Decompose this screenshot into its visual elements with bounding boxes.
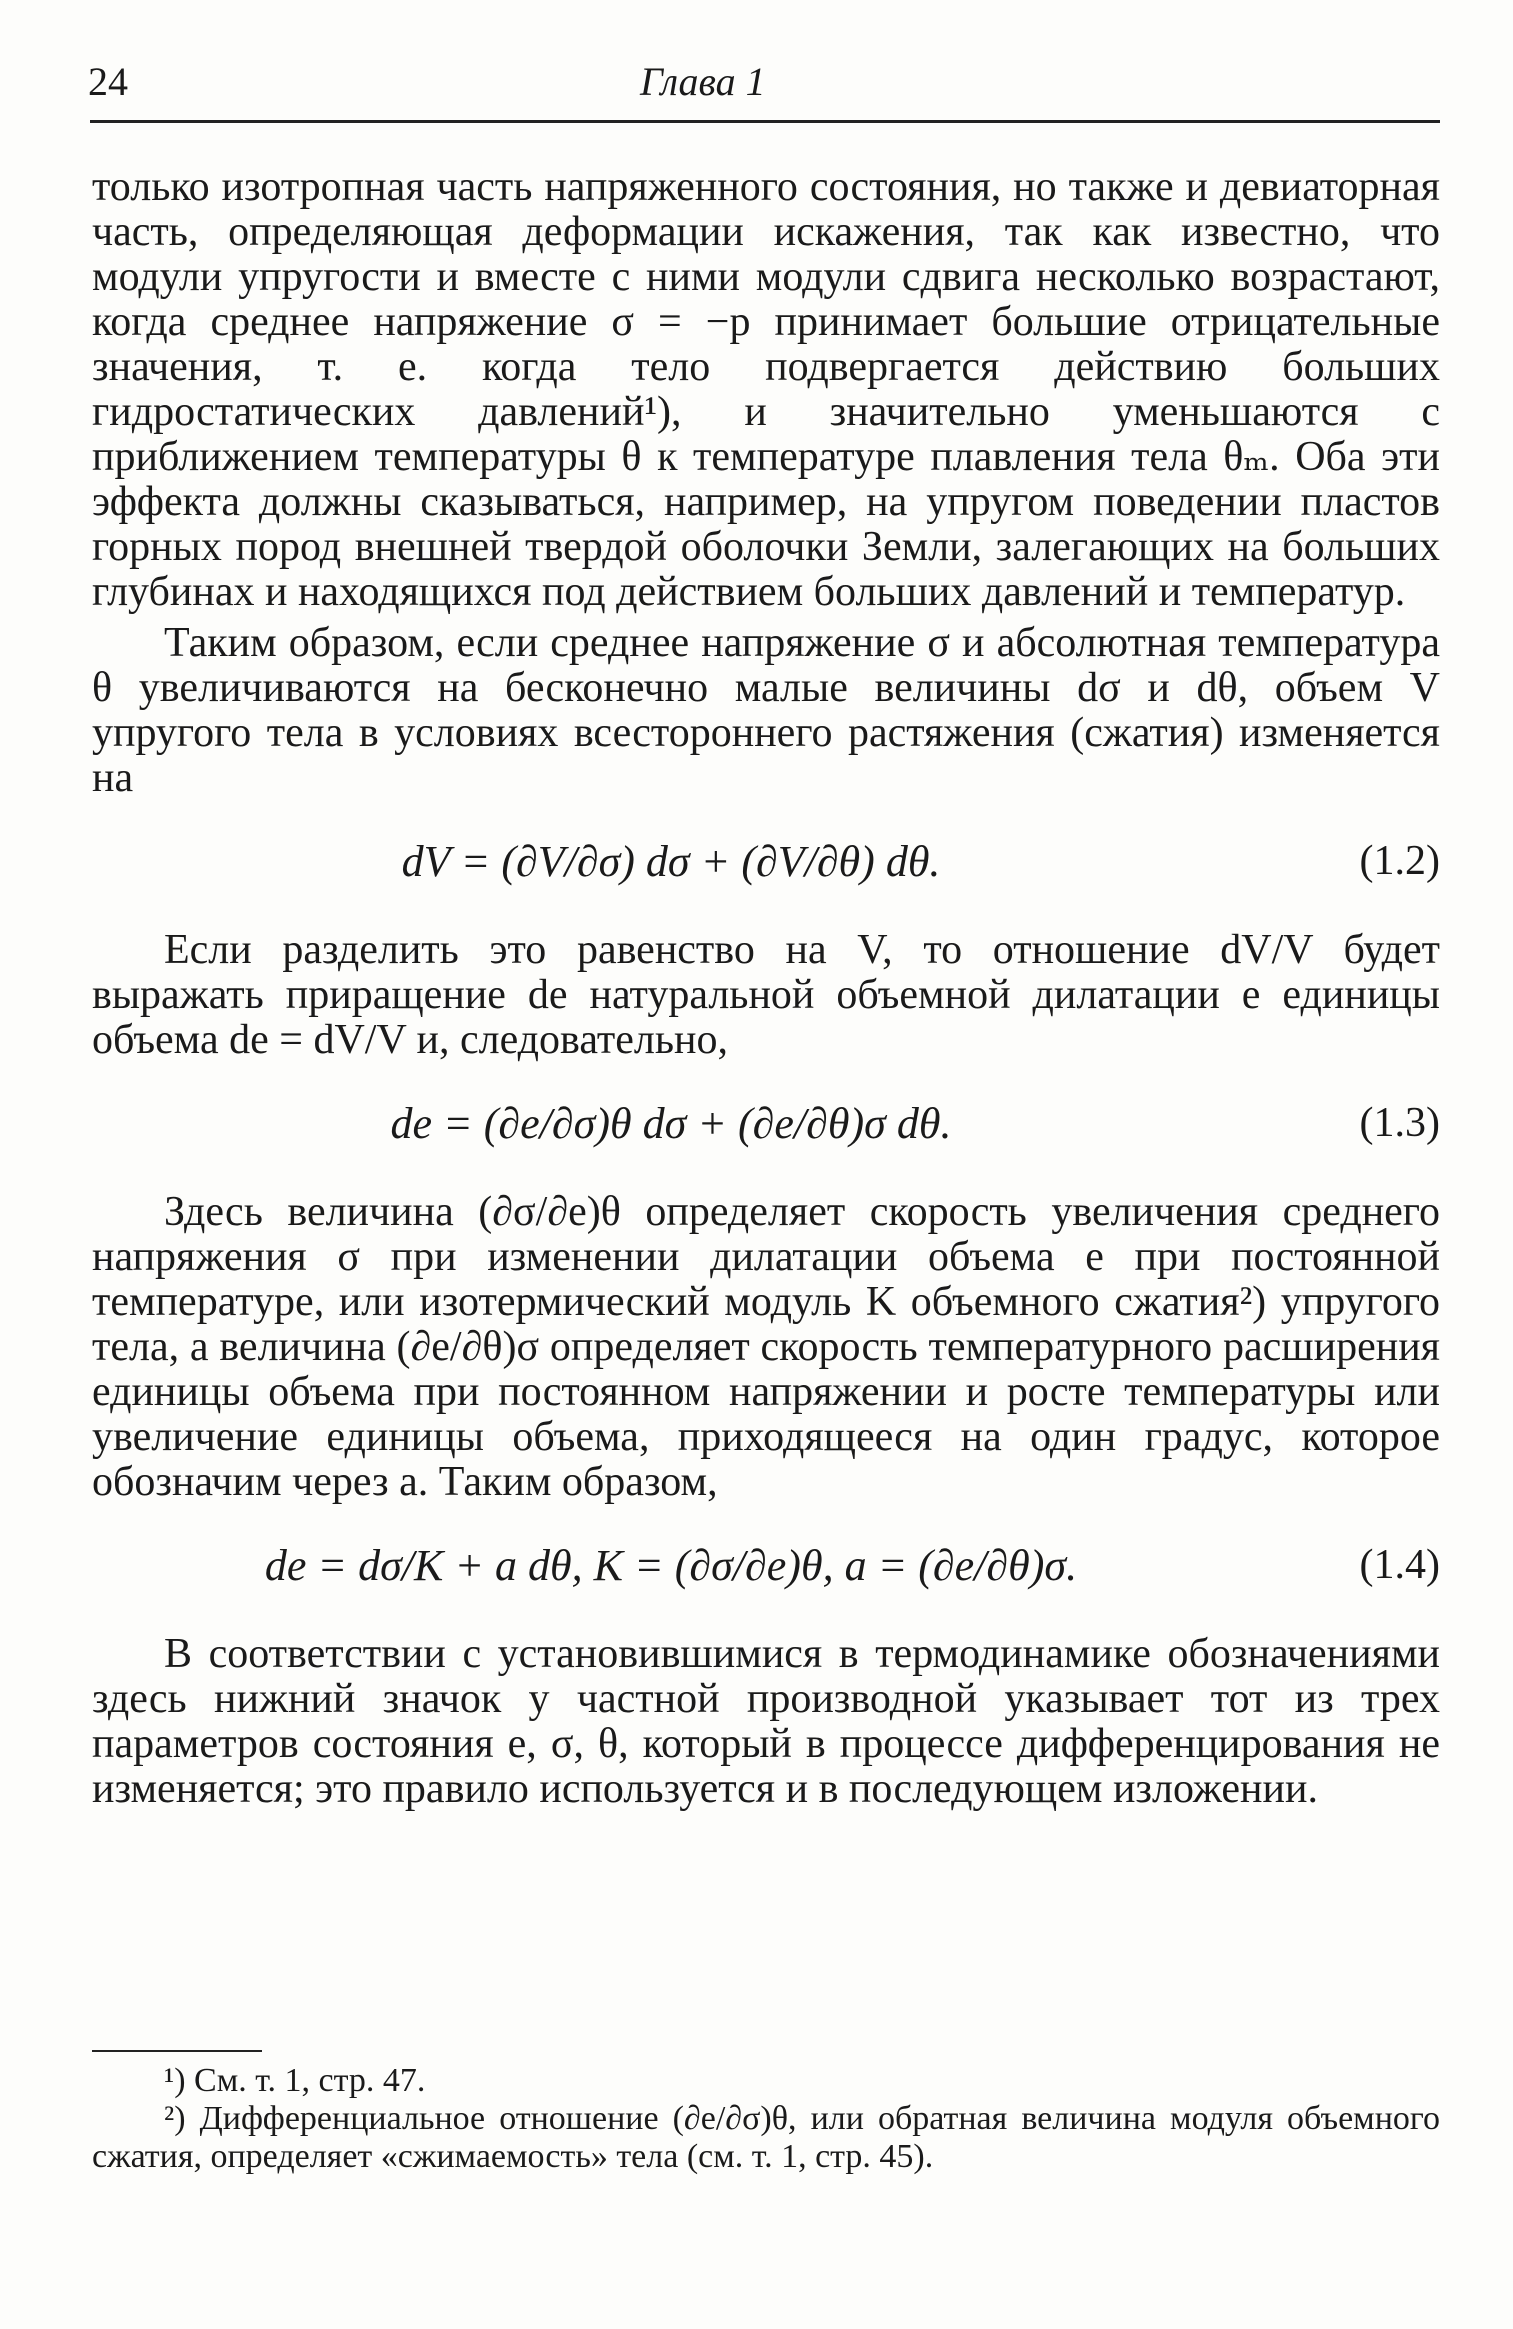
- paragraph-3: Если разделить это равенство на V, то отношение dV/V будет выражать приращение de натуральной объемной дилатации e единицы объема de = dV/V и, следовательно,: [92, 927, 1440, 1063]
- equation-number: (1.3): [1359, 1100, 1440, 1146]
- main-text: [92, 165, 1440, 1812]
- footnote-rule: [92, 2050, 262, 2052]
- equation-formula: dV = (∂V/∂σ) dσ + (∂V/∂θ) dθ.: [401, 837, 941, 886]
- equation-1-3: [92, 1081, 1440, 1176]
- running-head: Глава 1: [640, 59, 766, 104]
- equation-number: (1.2): [1359, 838, 1440, 884]
- equation-number: (1.4): [1359, 1542, 1440, 1588]
- paragraph-4: Здесь величина (∂σ/∂e)θ определяет скорость увеличения среднего напряжения σ при изменении дилатации объема e при постоянной температуре, или изотермический модуль K объемного сжатия²) упругого тела, а величина (∂e/∂θ)σ определяет скорость температурного расширения единицы объема при постоянном напряжении и росте температуры или увеличение единицы объема, приходящееся на один градус, которое обозначим через a. Таким образом,: [92, 1189, 1440, 1505]
- footnote-2: ²) Дифференциальное отношение (∂e/∂σ)θ, или обратная величина модуля объемного сжатия, определяет «сжимаемость» тела (см. т. 1, стр. 45).: [92, 2100, 1440, 2175]
- footnotes: [92, 2062, 1440, 2176]
- paragraph-5: В соответствии с установившимися в термодинамике обозначениями здесь нижний значок у частной производной указывает тот из трех параметров состояния e, σ, θ, который в процессе дифференцирования не изменяется; это правило используется и в последующем изложении.: [92, 1631, 1440, 1812]
- equation-1-2: [92, 819, 1440, 914]
- header-rule: [90, 120, 1440, 123]
- equation-1-4: [92, 1523, 1440, 1618]
- paragraph-1: только изотропная часть напряженного состояния, но также и девиаторная часть, определяющая деформации искажения, так как известно, что модули упругости и вместе с ними модули сдвига несколько возрастают, когда среднее напряжение σ = −p принимает большие отрицательные значения, т. е. когда тело подвергается действию больших гидростатических давлений¹), и значительно уменьшаются с приближением температуры θ к температуре плавления тела θₘ. Оба эти эффекта должны сказываться, например, на упругом поведении пластов горных пород внешней твердой оболочки Земли, залегающих на больших глубинах и находящихся под действием больших давлений и температур.: [92, 164, 1440, 615]
- paragraph-2: Таким образом, если среднее напряжение σ и абсолютная температура θ увеличиваются на бесконечно малые величины dσ и dθ, объем V упругого тела в условиях всестороннего растяжения (сжатия) изменяется на: [92, 620, 1440, 801]
- equation-formula: de = dσ/K + a dθ, K = (∂σ/∂e)θ, a = (∂e/∂θ)σ.: [264, 1541, 1078, 1590]
- footnote-1: ¹) См. т. 1, стр. 47.: [164, 2062, 426, 2099]
- equation-formula: de = (∂e/∂σ)θ dσ + (∂e/∂θ)σ dθ.: [390, 1099, 952, 1148]
- page-number: 24: [88, 59, 128, 104]
- page-header: [0, 58, 1513, 108]
